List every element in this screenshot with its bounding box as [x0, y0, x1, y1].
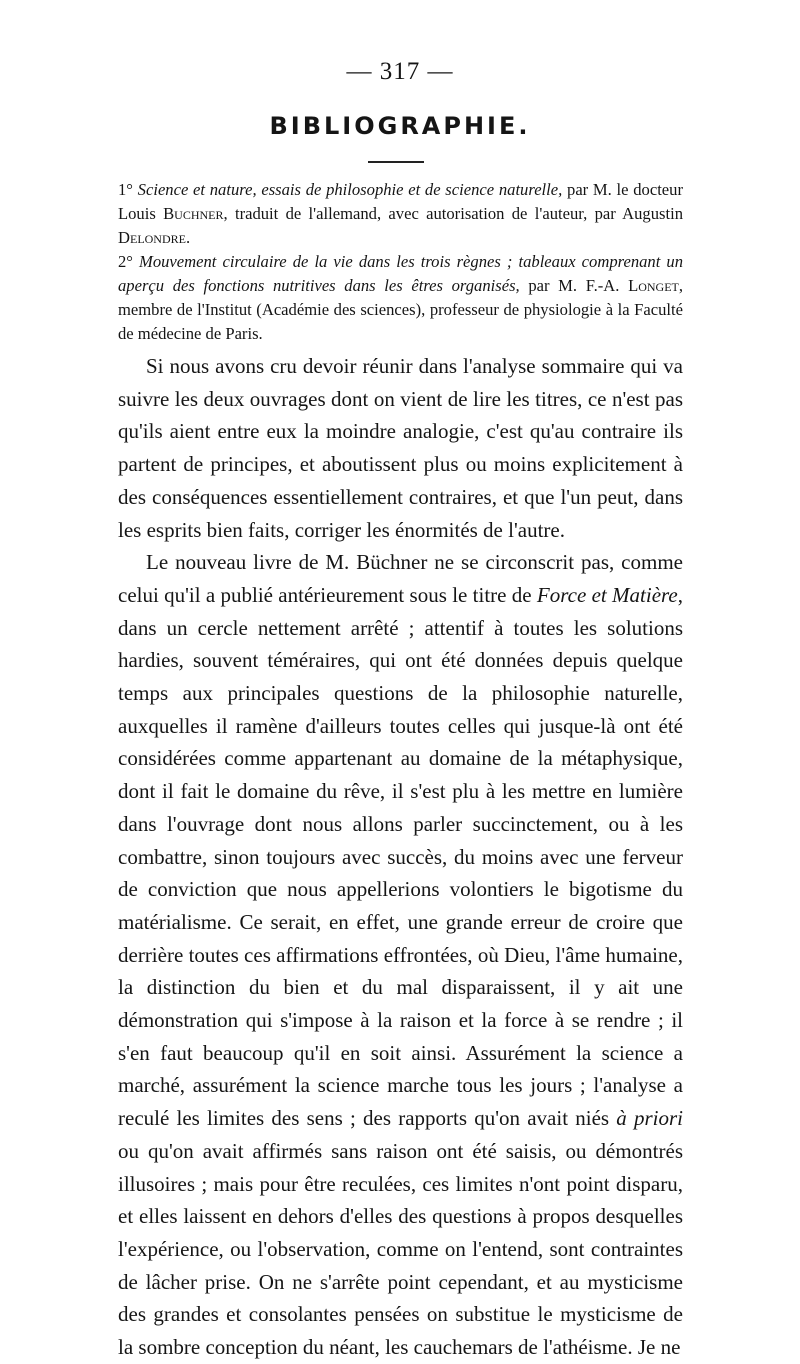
body-text — [118, 350, 683, 1364]
entry-text: . — [185, 228, 191, 247]
translator-name: Delondre — [118, 228, 186, 247]
bibliography-entry-1 — [118, 178, 683, 250]
title-rule — [368, 161, 424, 163]
paragraph-text: , dans un cercle nettement arrêté ; attentif à toutes les solutions hardies, souvent téméraires, qui ont été données depuis quelque temps aux principales questions de la philosophie naturelle, auxquelles il ramène d'ailleurs toutes celles qui jusque-là ont été considérées comme appartenant au domaine de la métaphysique, dont il fait le domaine du rêve, il s'est plu à les mettre en lumière dans l'ouvrage dont nous allons parler succinctement, ou à les combattre, sinon toujours avec succès, du moins avec une ferveur de conviction que nous appellerions volontiers le bigotisme du matérialisme. Ce serait, en effet, une grande erreur de croire que derrière toutes ces affirmations effrontées, où Dieu, l'âme humaine, la distinction du bien et du mal disparaissent, il y ait une démonstration qui s'impose à la raison et la force à se rendre ; il s'en faut beaucoup qu'il en soit ainsi. Assurément la science a marché, assurément la science marche tous les jours ; l'analyse a reculé les limites des sens ; des rapports qu'on avait niés — [118, 582, 684, 1131]
paragraph-2 — [118, 546, 683, 1364]
cited-title: Force et Matière — [536, 582, 678, 607]
entry-number: 2° — [118, 252, 133, 271]
page-number: — 317 — — [346, 58, 454, 85]
bibliography-list — [118, 178, 683, 346]
entry-text: , membre de l'Institut (Académie des sciences), professeur de physiologie à la Faculté de médecine de Paris. — [118, 276, 684, 343]
paragraph-text: Le nouveau livre de M. Büchner ne se circonscrit pas, comme celui qu'il a publié antérieurement sous le titre de — [118, 550, 683, 607]
bibliography-entry-2 — [118, 250, 683, 346]
entry-text: par M. F.-A. — [519, 276, 629, 295]
latin-phrase: à priori — [616, 1106, 684, 1131]
paragraph-1: Si nous avons cru devoir réunir dans l'analyse sommaire qui va suivre les deux ouvrages dont on vient de lire les titres, ce n'est pas qu'ils aient entre eux la moindre analogie, c'est qu'au contraire ils partent de principes, et aboutissent plus ou moins explicitement à des conséquences essentiellement contraires, et que l'un peut, dans les esprits bien faits, corriger les énormités de l'autre. — [118, 354, 683, 542]
author-name: Buchner — [163, 204, 224, 223]
work-title: Science et nature, essais de philosophie et de science naturelle, — [137, 180, 563, 199]
section-title: BIBLIOGRAPHIE. — [269, 112, 531, 140]
work-title: Mouvement circulaire de la vie dans les trois règnes ; tableaux comprenant un aperçu des fonctions nutritives dans les êtres organisés, — [118, 252, 683, 295]
entry-text: , traduit de l'allemand, avec autorisation de l'auteur, par Augustin — [223, 204, 683, 223]
entry-text: par M. le docteur Louis — [118, 180, 683, 223]
paragraph-text: ou qu'on avait affirmés sans raison ont été saisis, ou démontrés illusoires ; mais pour être reculées, ces limites n'ont point disparu, et elles laissent en dehors d'elles des questions à propos desquelles l'expérience, ou l'observation, comme on l'entend, sont contraintes de lâcher prise. On ne s'arrête point cependant, et au mysticisme des grandes et consolantes pensées on substitue le mysticisme de la sombre conception du néant, les cauchemars de l'athéisme. Je ne — [118, 1138, 683, 1360]
entry-number: 1° — [118, 180, 133, 199]
author-name: Longet — [628, 276, 679, 295]
